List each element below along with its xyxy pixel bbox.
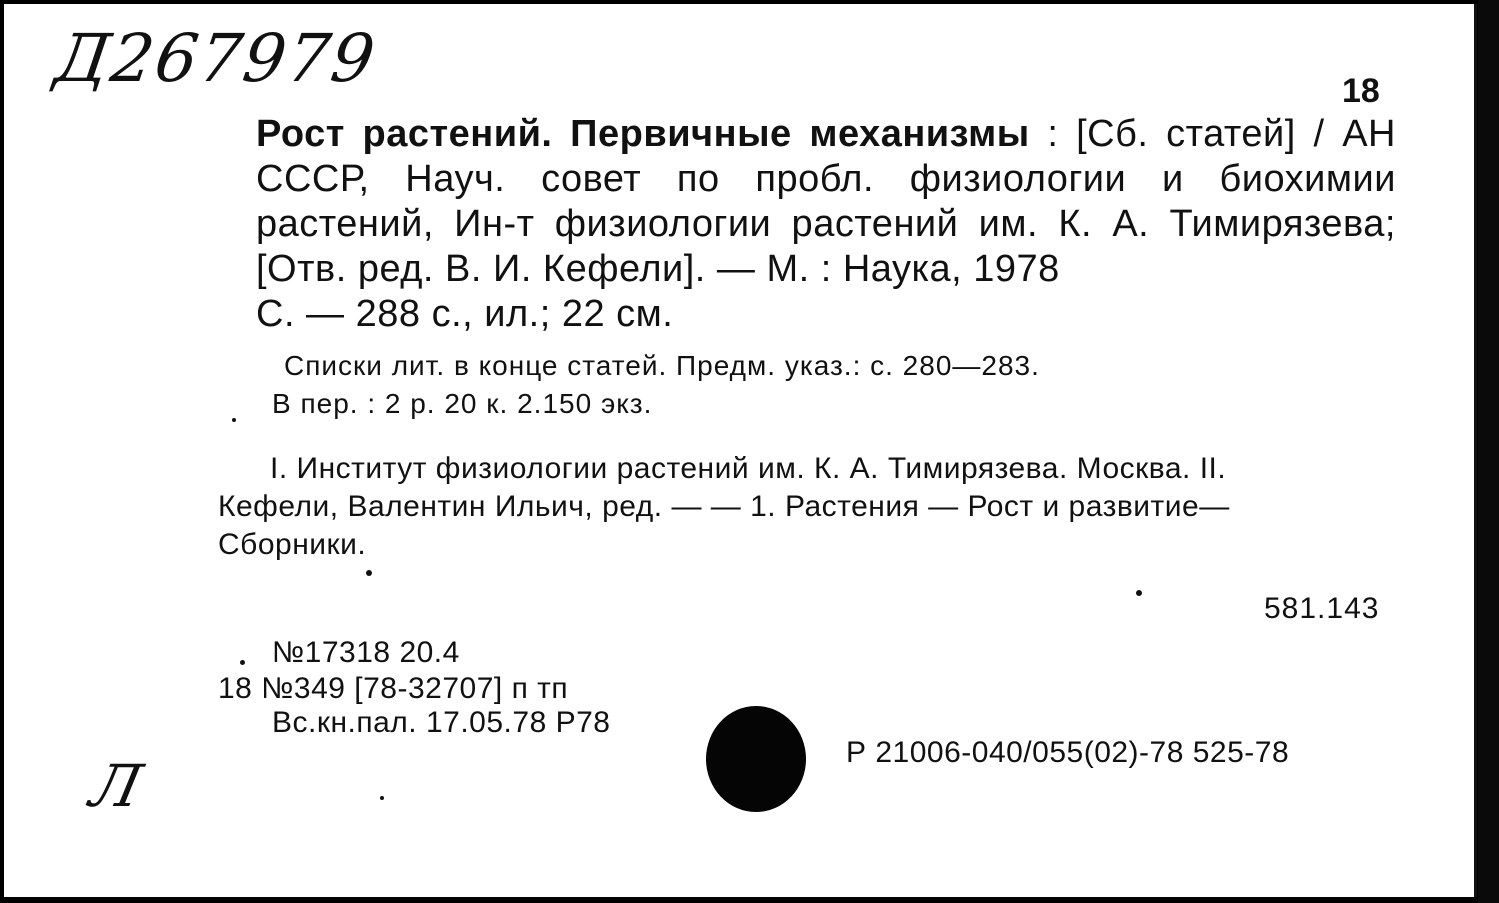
ink-speck bbox=[366, 570, 372, 576]
handwritten-signature: Л bbox=[84, 752, 148, 820]
card-number: 18 bbox=[1342, 72, 1380, 110]
handwritten-shelf-code: Д267979 bbox=[50, 20, 382, 97]
ink-speck bbox=[380, 796, 384, 800]
punch-hole bbox=[706, 706, 806, 812]
tracing-line: Сборники. bbox=[218, 528, 367, 561]
tracing bbox=[218, 450, 1388, 564]
ink-speck bbox=[232, 418, 236, 422]
bibliography-note: Списки лит. в конце статей. Предм. указ.: с. 280—283. bbox=[284, 350, 1040, 381]
order-line: №17318 20.4 bbox=[272, 636, 460, 669]
order-line: 18 №349 [78-32707] п тп bbox=[218, 672, 569, 705]
tracing-line: I. Институт физиологии растений им. К. А. Тимирязева. Москва. II. bbox=[270, 452, 1227, 485]
ink-speck bbox=[240, 660, 245, 665]
scan-edge bbox=[1478, 0, 1499, 903]
order-line: Вс.кн.пал. 17.05.78 Р78 bbox=[272, 706, 611, 739]
collation: С. — 288 с., ил.; 22 см. bbox=[256, 293, 674, 335]
ink-speck bbox=[1136, 590, 1142, 596]
price-note: В пер. : 2 р. 20 к. 2.150 экз. bbox=[272, 388, 653, 419]
price-code: Р 21006-040/055(02)-78 525-78 bbox=[846, 736, 1290, 769]
tracing-line: Кефели, Валентин Ильич, ред. — — 1. Растения — Рост и развитие— bbox=[218, 490, 1230, 523]
main-entry bbox=[256, 112, 1396, 337]
publication-details: : [Сб. статей] / АН СССР, Науч. совет по пробл. физиологии и биохимии растений, Ин-т физиологии растений им. К. А. Тимирязева; [Отв. ред. В. И. Кефели]. — М. : Наука, 1978 bbox=[256, 113, 1396, 290]
book-title: Рост растений. Первичные механизмы bbox=[256, 113, 1030, 155]
udc-code: 581.143 bbox=[1264, 592, 1380, 625]
